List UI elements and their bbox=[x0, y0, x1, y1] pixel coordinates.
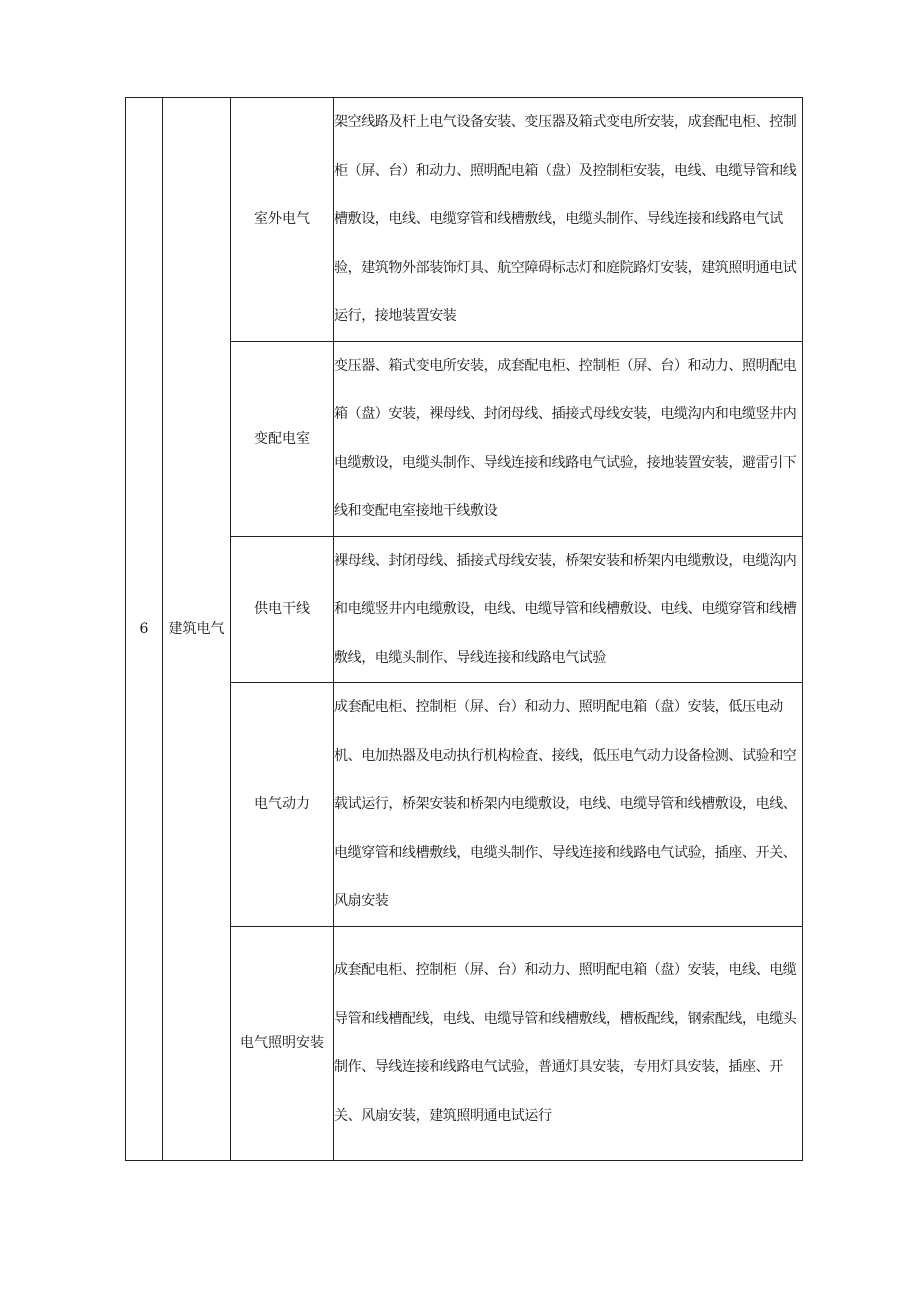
category-cell: 建筑电气 bbox=[163, 98, 231, 1161]
description-cell: 成套配电柜、控制柜（屏、台）和动力、照明配电箱（盘）安装，电线、电缆导管和线槽配线，电线、电缆导管和线槽敷线，槽板配线，钢索配线，电缆头制作、导线连接和线路电气试验，普通灯具安装，专用灯具安装，插座、开关、风扇安装，建筑照明通电试运行 bbox=[334, 926, 803, 1160]
description-cell: 变压器、箱式变电所安装，成套配电柜、控制柜（屏、台）和动力、照明配电箱（盘）安装，裸母线、封闭母线、插接式母线安装，电缆沟内和电缆竖井内电缆敷设，电缆头制作、导线连接和线路电气试验，接地装置安装，避雷引下线和变配电室接地干线敷设 bbox=[334, 341, 803, 536]
subcategory-cell: 变配电室 bbox=[231, 341, 334, 536]
subdivision-table bbox=[125, 97, 803, 1161]
description-cell: 裸母线、封闭母线、插接式母线安装，桥架安装和桥架内电缆敷设，电缆沟内和电缆竖井内电缆敷设，电线、电缆导管和线槽敷设、电线、电缆穿管和线槽敷线，电缆头制作、导线连接和线路电气试验 bbox=[334, 536, 803, 683]
description-cell: 成套配电柜、控制柜（屏、台）和动力、照明配电箱（盘）安装，低压电动机、电加热器及电动执行机构检査、接线，低压电气动力设备检测、试验和空载试运行，桥架安装和桥架内电缆敷设，电线、电缆导管和线槽敷设，电线、电缆穿管和线槽敷线，电缆头制作、导线连接和线路电气试验，插座、开关、风扇安装 bbox=[334, 683, 803, 927]
subcategory-cell: 电气动力 bbox=[231, 683, 334, 927]
item-number: 6 bbox=[126, 98, 163, 1161]
description-cell: 架空线路及杆上电气设备安装、变压器及箱式变电所安装，成套配电柜、控制柜（屏、台）和动力、照明配电箱（盘）及控制柜安装，电线、电缆导管和线槽敷设，电线、电缆穿管和线槽敷线，电缆头制作、导线连接和线路电气试验，建筑物外部装饰灯具、航空障碍标志灯和庭院路灯安装，建筑照明通电试运行，接地装置安装 bbox=[334, 98, 803, 342]
subcategory-cell: 电气照明安装 bbox=[231, 926, 334, 1160]
subcategory-cell: 室外电气 bbox=[231, 98, 334, 342]
subcategory-cell: 供电干线 bbox=[231, 536, 334, 683]
table-row bbox=[126, 98, 803, 342]
